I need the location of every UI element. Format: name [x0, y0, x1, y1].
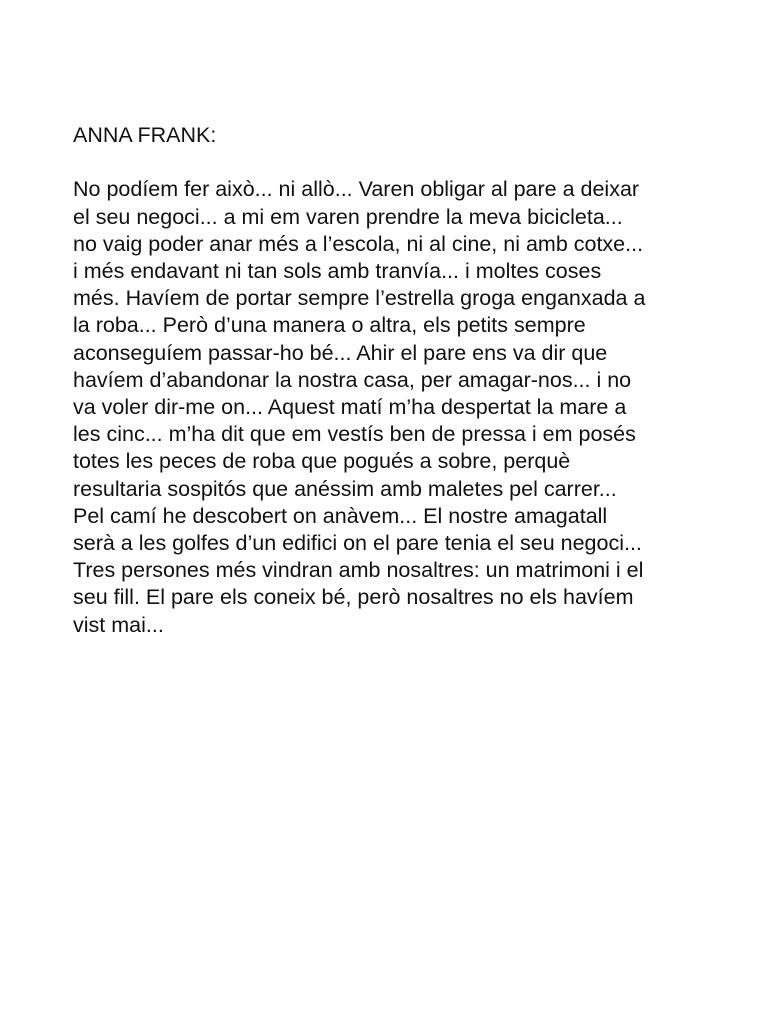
document-paragraph [73, 176, 713, 638]
paragraph-line: totes les peces de roba que pogués a sobre, perquè [73, 449, 571, 474]
paragraph-line: aconseguíem passar-ho bé... Ahir el pare ens va dir que [73, 340, 608, 365]
document-heading: ANNA FRANK: [73, 123, 217, 147]
paragraph-line: les cinc... m’ha dit que em vestís ben de pressa i em posés [73, 422, 636, 447]
paragraph-line: resultaria sospitós que anéssim amb maletes pel carrer... [73, 476, 617, 501]
paragraph-line: la roba... Però d’una manera o altra, els petits sempre [73, 313, 586, 338]
paragraph-line: més. Havíem de portar sempre l’estrella groga enganxada a [73, 286, 646, 311]
paragraph-line: no vaig poder anar més a l’escola, ni al cine, ni amb cotxe... [73, 231, 644, 256]
paragraph-spacer [73, 149, 713, 176]
document-text [73, 122, 713, 639]
paragraph-line: havíem d’abandonar la nostra casa, per amagar-nos... i no [73, 367, 632, 392]
paragraph-line: seu fill. El pare els coneix bé, però nosaltres no els havíem [73, 585, 634, 610]
paragraph-line: serà a les golfes d’un edifici on el pare tenia el seu negoci... [73, 531, 642, 556]
paragraph-line: No podíem fer això... ni allò... Varen obligar al pare a deixar [73, 177, 640, 202]
paragraph-line: vist mai... [73, 612, 164, 637]
paragraph-line: va voler dir-me on... Aquest matí m’ha despertat la mare a [73, 395, 627, 420]
paragraph-line: Pel camí he descobert on anàvem... El nostre amagatall [73, 503, 608, 528]
paragraph-line: Tres persones més vindran amb nosaltres: un matrimoni i el [73, 558, 644, 583]
paragraph-line: el seu negoci... a mi em varen prendre la meva bicicleta... [73, 204, 623, 229]
paragraph-line: i més endavant ni tan sols amb tranvía... i moltes coses [73, 259, 602, 283]
